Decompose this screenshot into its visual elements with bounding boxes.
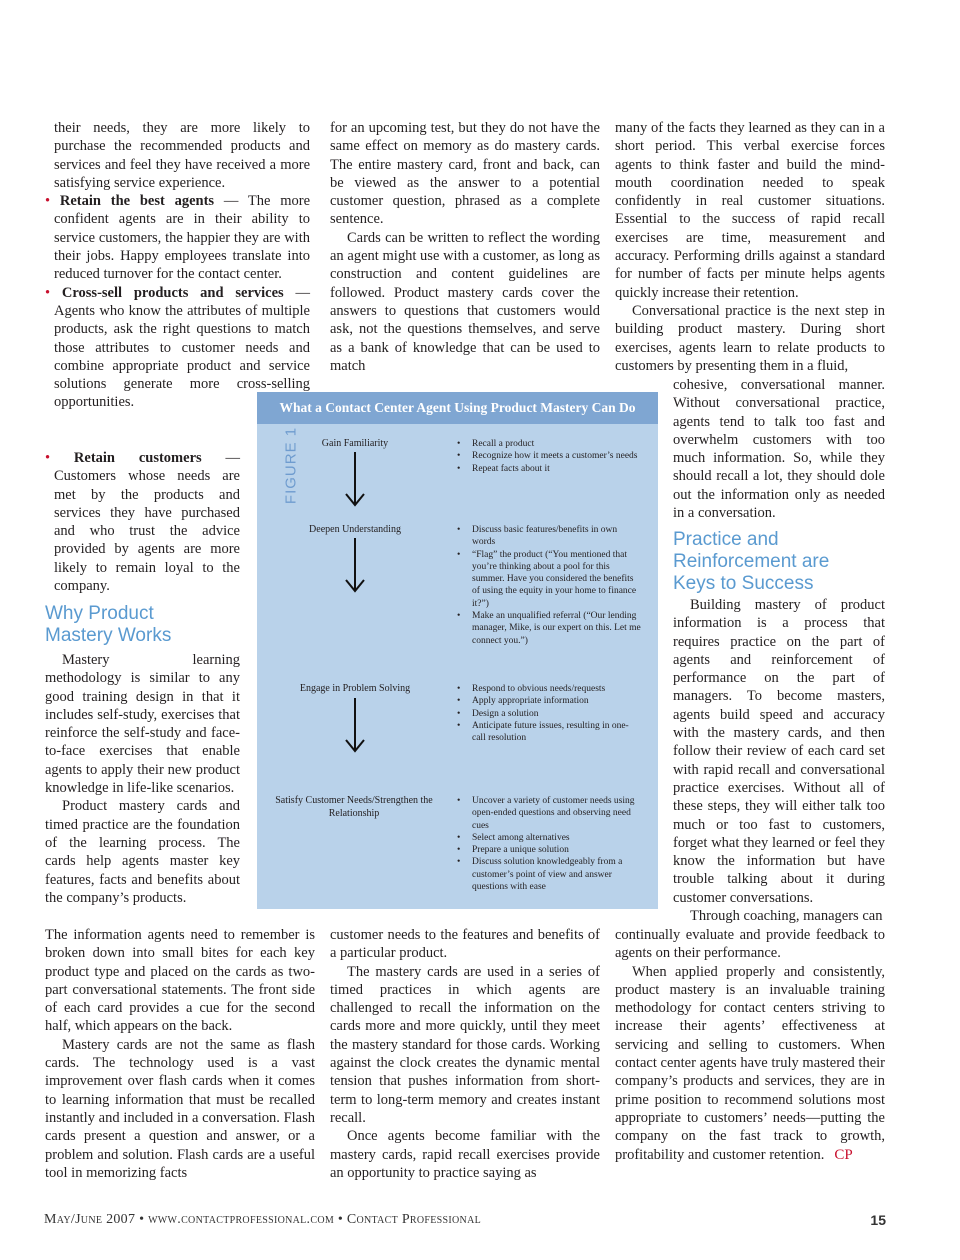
stage-2-label: Deepen Understanding bbox=[309, 524, 401, 535]
stage-2-actions bbox=[457, 524, 642, 647]
stage-1-label: Gain Familiarity bbox=[321, 438, 389, 449]
list-item: • Discuss solution knowledgeably from a customer’s point of view and answer questions with ease bbox=[457, 856, 642, 893]
col3-para-6: continually evaluate and provide feedback to agents on their performance. bbox=[615, 927, 885, 962]
list-item: • Uncover a variety of customer needs using open-ended questions and observing need cues bbox=[457, 795, 642, 832]
col2-para-4: The mastery cards are used in a series of timed practices in which agents are challenged to recall the information on the cards more and more quickly, until they meet the mastery standard for those cards. Working against the clock creates the dynamic mental tension that pushes information from short-term to long-term memory and creates instant recall. bbox=[330, 963, 600, 1126]
stage-4-label: Satisfy Customer Needs/Strengthen the Relationship bbox=[275, 795, 433, 819]
col2-para-5: Once agents become familiar with the mastery cards, rapid recall exercises provide an opportunity to practice saying as bbox=[330, 1128, 600, 1181]
col3-para-7: When applied properly and consistently, product mastery is an invaluable training methodology for contact centers striving to increase their agents’ effectiveness at servicing and selling to customers. When contact center agents have truly mastered their company’s products and services, they are in prime position to recommend solutions most appropriate to customers’ needs—putting the company on the fast track to growth, profitability and customer retention. CP bbox=[615, 963, 885, 1163]
list-item: • “Flag” the product (“You mentioned that you’re thinking about a pool for this summer. Have you considered the benefits of using the equity in your home to finance it?”) bbox=[457, 549, 642, 610]
list-item: • Apply appropriate information bbox=[457, 695, 642, 707]
col2-top bbox=[330, 119, 600, 375]
col3-para-4: Building mastery of product information is a process that requires practice on the part of agents and reinforcement of performance on the part of managers. To become masters, agents build speed and accuracy with the mastery cards, and then follow their review of each card set with rapid recall and conversational practice exercises. Without all of these steps, they will either talk too much or too fast to customers, forget what they learned or feel they know the information but have trouble talking about it during customer conversations. bbox=[673, 597, 885, 906]
stage-3-actions bbox=[457, 683, 642, 744]
bullet-cross-sell: • Cross-sell products and services — Agents who know the attributes of multiple products, ask the right questions to match those attributes to customer needs and combine appropriate product and service solutions generate more cross-selling opportunities. bbox=[45, 284, 310, 411]
col3-para-5: Through coaching, managers can bbox=[690, 908, 883, 925]
down-arrow-icon bbox=[343, 698, 367, 753]
col2-bottom bbox=[330, 926, 600, 1182]
col1-para-5: Mastery cards are not the same as flash cards. The technology used is a vast improvement over flash cards when it comes to learning information that must be recalled instantly and included in a conversation. Flash cards present a question and answer, or a problem and solution. Flash cards are a useful tool in memorizing facts bbox=[45, 1036, 315, 1181]
list-item: • Design a solution bbox=[457, 708, 642, 720]
col1-para-4: The information agents need to remember is broken down into small bites for each key product type and placed on the cards as two-part conversational statements. The front side of each card provides a cue for the second half, which appears on the back. bbox=[45, 927, 315, 1035]
stage-4-actions bbox=[457, 795, 642, 893]
col3-narrow bbox=[673, 376, 885, 522]
col1-top bbox=[45, 119, 310, 412]
list-item: • Repeat facts about it bbox=[457, 463, 642, 475]
col3-bottom bbox=[615, 926, 885, 1164]
figure-1 bbox=[257, 392, 658, 909]
col1-para-2: Mastery learning methodology is similar to any good training design in that it includes self-study, exercises that reinforce the self-study and face-to-face exercises that enable agents to apply their new product knowledge in life-like scenarios. bbox=[45, 652, 240, 797]
bullet-retain-customers: • Retain customers — Customers whose needs are met by the products and services they have purchased and who trust the advice provided by agents are more likely to remain loyal to the company. bbox=[45, 450, 240, 595]
page-number: 15 bbox=[870, 1212, 886, 1228]
col2-para-3: customer needs to the features and benefits of a particular product. bbox=[330, 927, 600, 962]
page-footer bbox=[44, 1212, 886, 1232]
stage-3-label: Engage in Problem Solving bbox=[299, 683, 411, 694]
col2-para-1: for an upcoming test, but they do not have the same effect on memory as do mastery cards. The entire mastery card, front and back, can be viewed as the answer to a potential customer question, phrased as a complete sentence. bbox=[330, 120, 600, 228]
col1-narrow bbox=[45, 449, 240, 595]
list-item: • Respond to obvious needs/requests bbox=[457, 683, 642, 695]
bullet-retain-agents: • Retain the best agents — The more confident agents are in their ability to service customers, the happier they are with their jobs. Happy employees translate into reduced turnover for the contact center. bbox=[45, 193, 311, 283]
col1-mid bbox=[45, 651, 240, 907]
col3-para-1: many of the facts they learned as they can in a short period. This verbal exercise forces agents to think faster and build the mind-mouth coordination needed to speak confidently in real customer situations. Essential to the success of rapid recall exercises are time, measurement and accuracy. Performing drills against a standard for number of facts per minute helps agents quickly increase their retention. bbox=[615, 120, 885, 301]
section-heading-why: Why Product Mastery Works bbox=[45, 603, 172, 646]
figure-title: What a Contact Center Agent Using Product Mastery Can Do bbox=[257, 392, 658, 424]
col1-para-1: their needs, they are more likely to purchase the recommended products and services and feel they have received a more satisfying service experience. bbox=[54, 120, 310, 191]
list-item: • Recall a product bbox=[457, 438, 642, 450]
list-item: • Make an unqualified referral (“Our lending manager, Mike, is our expert on this. Let me connect you.”) bbox=[457, 610, 642, 647]
list-item: • Recognize how it meets a customer’s needs bbox=[457, 450, 642, 462]
col2-para-2: Cards can be written to reflect the wording an agent might use with a customer, as long as construction and content guidelines are followed. Product mastery cards cover the answers to questions that customers would ask, not the questions themselves, and serve as a bank of knowledge that can be used to match bbox=[330, 229, 600, 374]
col1-bottom bbox=[45, 926, 315, 1182]
figure-label: FIGURE 1 bbox=[282, 426, 300, 505]
col3-para-3: cohesive, conversational manner. Without conversational practice, agents tend to talk too fast and overwhelm customers with too much information. So, while they should recall a lot, they should dole out the information only as needed in a conversation. bbox=[673, 377, 885, 522]
col3-mid bbox=[673, 596, 885, 925]
col1-para-3: Product mastery cards and timed practice are the foundation of the learning process. The cards help agents master key features, facts and benefits about the company’s products. bbox=[45, 798, 240, 906]
section-heading-practice: Practice and Reinforcement are Keys to Success bbox=[673, 529, 830, 594]
stage-1-actions bbox=[457, 438, 642, 475]
down-arrow-icon bbox=[343, 538, 367, 593]
list-item: • Discuss basic features/benefits in own words bbox=[457, 524, 642, 549]
footer-publication: May/June 2007 • www.contactprofessional.com • Contact Professional bbox=[44, 1212, 481, 1227]
down-arrow-icon bbox=[343, 452, 367, 507]
list-item: • Select among alternatives bbox=[457, 832, 642, 844]
list-item: • Anticipate future issues, resulting in one-call resolution bbox=[457, 720, 642, 745]
list-item: • Prepare a unique solution bbox=[457, 844, 642, 856]
col3-top bbox=[615, 119, 885, 375]
col3-para-2: Conversational practice is the next step in building product mastery. During short exercises, agents learn to relate products to customers by presenting them in a fluid, bbox=[615, 302, 885, 374]
end-mark: CP bbox=[834, 1146, 853, 1163]
